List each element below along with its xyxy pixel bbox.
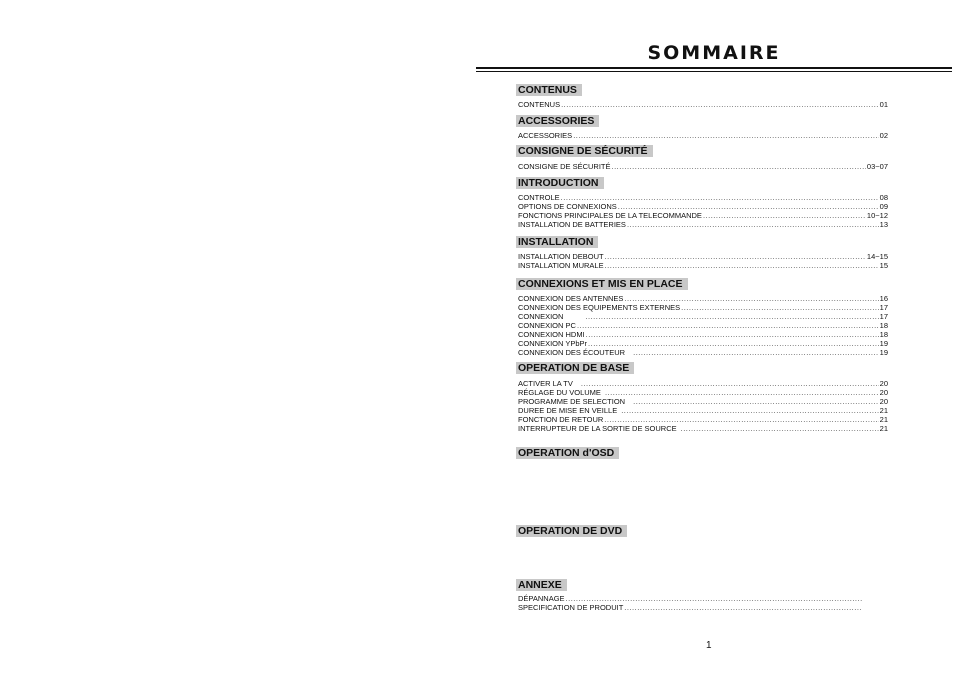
toc-leader-dots — [577, 321, 879, 330]
toc-entry-label: DÉPANNAGE — [518, 594, 565, 603]
title-rule-thick — [476, 67, 952, 69]
toc-entry-page: 21 — [879, 415, 888, 424]
toc-leader-dots — [624, 603, 862, 612]
toc-entry — [518, 594, 863, 603]
title-rule-thin — [476, 71, 952, 72]
toc-entry — [518, 220, 888, 229]
toc-entry — [518, 406, 888, 415]
toc-entry — [518, 211, 888, 220]
toc-entry-label: FONCTIONS PRINCIPALES DE LA TELECOMMANDE — [518, 211, 702, 220]
toc-entry-label: CONNEXION DES ANTENNES — [518, 294, 624, 303]
section-heading-accessories: ACCESSORIES — [516, 115, 599, 127]
toc-leader-dots — [681, 424, 879, 433]
section-heading-contenus: CONTENUS — [516, 84, 582, 96]
toc-leader-dots — [605, 388, 879, 397]
section-heading-operation-dvd: OPERATION DE DVD — [516, 525, 627, 537]
toc-entry-page: 15 — [879, 261, 888, 270]
toc-leader-dots — [561, 193, 879, 202]
toc-entry — [518, 312, 888, 321]
toc-entry-label: CONNEXION YPbPr — [518, 339, 588, 348]
toc-entry-label: ACCESSORIES — [518, 131, 573, 140]
toc-entry-label: CONNEXION HDMI — [518, 330, 585, 339]
toc-entry-page: 19 — [879, 348, 888, 357]
toc-entry — [518, 415, 888, 424]
toc-entry — [518, 303, 888, 312]
toc-entry-label: INTERRUPTEUR DE LA SORTIE DE SOURCE — [518, 424, 677, 433]
toc-entry — [518, 261, 888, 270]
toc-leader-dots — [604, 415, 878, 424]
toc-entry — [518, 330, 888, 339]
section-heading-connexions: CONNEXIONS ET MIS EN PLACE — [516, 278, 688, 290]
section-heading-annexe: ANNEXE — [516, 579, 567, 591]
toc-entry — [518, 348, 888, 357]
section-heading-operation-osd: OPERATION d'OSD — [516, 447, 619, 459]
toc-entry — [518, 294, 888, 303]
toc-leader-dots — [588, 339, 879, 348]
toc-leader-dots — [624, 294, 878, 303]
toc-entry-page: 17 — [879, 303, 888, 312]
section-heading-introduction: INTRODUCTION — [516, 177, 604, 189]
toc-entry-label: INSTALLATION DE BATTERIES — [518, 220, 626, 229]
page-title: SOMMAIRE — [647, 42, 781, 64]
toc-entry-label: PROGRAMME DE SELECTION — [518, 397, 626, 406]
toc-leader-dots — [566, 594, 862, 603]
toc-entry-label: SPECIFICATION DE PRODUIT — [518, 603, 624, 612]
toc-leader-dots — [585, 312, 878, 321]
toc-leader-dots — [573, 131, 878, 140]
toc-entry — [518, 193, 888, 202]
toc-entry-page: 16 — [879, 294, 888, 303]
toc-entry — [518, 131, 888, 140]
toc-entry-label: DUREE DE MISE EN VEILLE — [518, 406, 618, 415]
toc-entry-page: 01 — [879, 100, 888, 109]
section-heading-consigne: CONSIGNE DE SÉCURITÉ — [516, 145, 653, 157]
toc-entry-label: ACTIVER LA TV — [518, 379, 573, 388]
toc-entry-label: CONNEXION — [518, 312, 564, 321]
toc-entry-page: 20 — [879, 388, 888, 397]
toc-entry — [518, 100, 888, 109]
toc-entry-label: CONNEXION DES EQUIPEMENTS EXTERNES — [518, 303, 681, 312]
toc-entry — [518, 603, 863, 612]
section-heading-operation-base: OPERATION DE BASE — [516, 362, 634, 374]
toc-leader-dots — [627, 220, 879, 229]
toc-entry — [518, 202, 888, 211]
toc-leader-dots — [612, 162, 866, 171]
toc-entry — [518, 388, 888, 397]
toc-entry-page: 20 — [879, 397, 888, 406]
toc-entry-page: 13 — [879, 220, 888, 229]
toc-entry-page: 20 — [879, 379, 888, 388]
toc-entry — [518, 424, 888, 433]
toc-entry-page: 09 — [879, 202, 888, 211]
toc-entry-page: 03~07 — [866, 162, 888, 171]
toc-entry-page: 18 — [879, 321, 888, 330]
toc-entry-label: RÉGLAGE DU VOLUME — [518, 388, 601, 397]
toc-entry-page: 18 — [879, 330, 888, 339]
page-number: 1 — [706, 640, 712, 651]
toc-leader-dots — [681, 303, 879, 312]
toc-entry-page: 10~12 — [866, 211, 888, 220]
section-heading-installation: INSTALLATION — [516, 236, 598, 248]
toc-entry-label: OPTIONS DE CONNEXIONS — [518, 202, 617, 211]
toc-leader-dots — [703, 211, 866, 220]
toc-entry-label: CONSIGNE DE SÉCURITÉ — [518, 162, 611, 171]
toc-leader-dots — [633, 348, 879, 357]
toc-entry-label: INSTALLATION DEBOUT — [518, 252, 604, 261]
toc-leader-dots — [633, 397, 879, 406]
toc-entry-page: 17 — [879, 312, 888, 321]
toc-entry — [518, 252, 888, 261]
toc-entry-page: 21 — [879, 406, 888, 415]
toc-leader-dots — [605, 252, 866, 261]
toc-entry-page: 19 — [879, 339, 888, 348]
toc-leader-dots — [605, 261, 879, 270]
toc-entry-label: FONCTION DE RETOUR — [518, 415, 604, 424]
toc-entry-page: 02 — [879, 131, 888, 140]
toc-entry-label: CONTENUS — [518, 100, 561, 109]
toc-entry-label: CONNEXION DES ÉCOUTEUR — [518, 348, 626, 357]
toc-entry — [518, 397, 888, 406]
toc-leader-dots — [586, 330, 879, 339]
toc-entry — [518, 162, 888, 171]
toc-entry-label: CONTROLE — [518, 193, 560, 202]
toc-entry — [518, 339, 888, 348]
toc-leader-dots — [561, 100, 879, 109]
toc-entry-page: 14~15 — [866, 252, 888, 261]
toc-leader-dots — [621, 406, 878, 415]
toc-entry-page: 21 — [879, 424, 888, 433]
toc-leader-dots — [618, 202, 879, 211]
toc-entry-label: INSTALLATION MURALE — [518, 261, 604, 270]
toc-entry — [518, 379, 888, 388]
toc-entry — [518, 321, 888, 330]
toc-entry-label: CONNEXION PC — [518, 321, 576, 330]
toc-entry-page: 08 — [879, 193, 888, 202]
toc-leader-dots — [581, 379, 879, 388]
